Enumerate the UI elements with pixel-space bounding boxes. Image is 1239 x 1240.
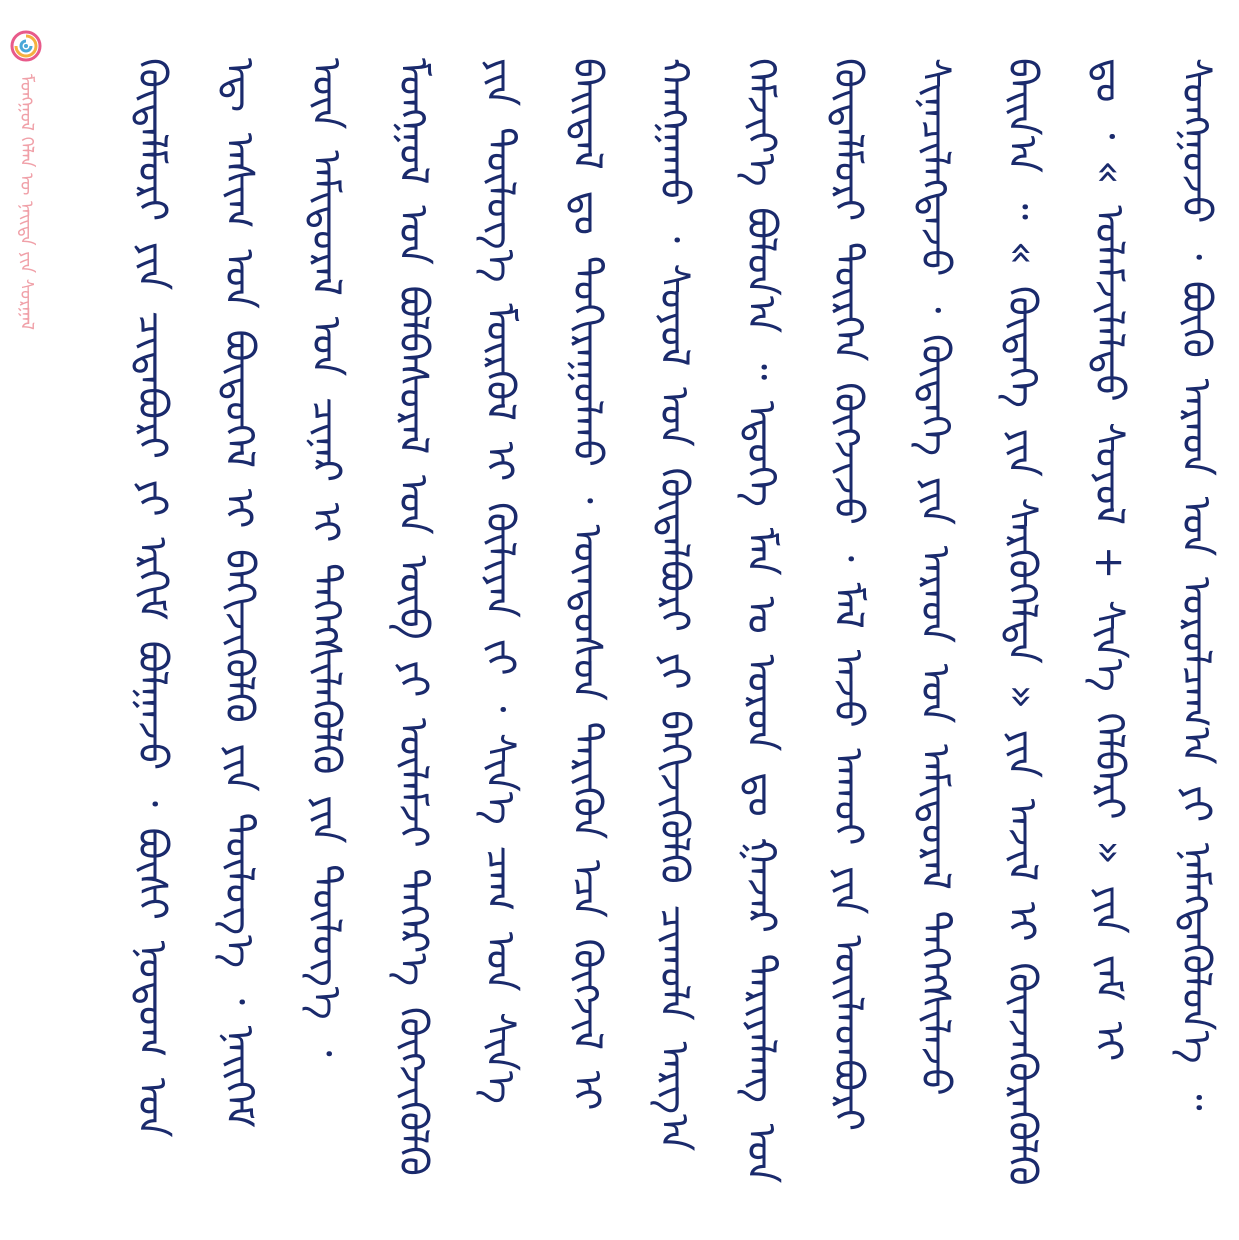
paragraph-2: ᠡᠳᠦᠭᠡ ᠮᠠᠨ ᠤ ᠣᠷᠣᠨ ᠳᠤ ᠭᠠᠵᠠᠷ ᠲᠠᠷᠢᠶᠠᠯᠠᠩ ᠤᠨ ᠬᠥᠳᠡᠯᠮᠦᠷᠢ ᠲᠦᠷᠭᠡᠨ ᠬᠥᠭᠵᠢᠵᠦ ᠂ ᠮᠠᠯ ᠠᠵᠤ ᠠᠬᠤᠢ ᠶᠢᠨ ᠦᠢᠯᠡᠳᠪᠦᠷᠢ ᠰᠢᠨᠡᠴᠢᠯᠡᠭᠳᠡᠵᠦ ᠂ ᠬᠥᠳᠡᠭᠡ ᠶᠢᠨ ᠠᠷᠠᠳ ᠤᠨ ᠠᠮᠢᠳᠤᠷᠠᠯ ᠳᠡᠭᠡᠭᠰᠢᠯᠡᠵᠦ ᠪᠠᠢᠨ᠎ᠠ ᠃: [738, 58, 1045, 1184]
mongolian-text-body: [108, 58, 1219, 1188]
paragraph-1: ᠬᠥᠳᠡᠯᠮᠦᠷᠢ ᠶᠢᠨ ᠴᠢᠳᠠᠪᠤᠷᠢ ᠶᠢ ᠡᠷᠬᠢᠮ ᠪᠣᠯᠭᠠᠵᠤ ᠂ ᠪᠦᠰᠢ ᠨᠤᠲᠤᠭ ᠤᠨ ᠡᠳ᠋ ᠠᠰᠢᠭ ᠤᠨ ᠪᠦᠲᠦᠭᠡᠯ ᠢ ᠪᠡᠬᠢᠵᠢᠭᠦᠯᠬᠦ ᠶᠢᠨ ᠲᠥᠯᠥᠭ᠎ᠡ ᠂ ᠨᠡᠢᠭᠡᠮ ᠦᠨ ᠠᠮᠢᠳᠤᠷᠠᠯ ᠤᠨ ᠴᠢᠨᠠᠷ ᠢ ᠳᠡᠭᠡᠭᠰᠢᠯᠡᠭᠦᠯᠬᠦ ᠶᠢᠨ ᠲᠥᠯᠥᠭ᠎ᠡ ᠂ ᠮᠣᠩᠭᠣᠯ ᠤᠨ ᠪᠣᠯᠪᠠᠰᠤᠷᠠᠯ ᠤᠨ ᠥᠪ ᠶᠢ ᠦᠯᠡᠮᠵᠢ ᠳᠡᠭᠡᠷ᠎ᠡ ᠬᠥᠭᠵᠢᠭᠦᠯᠬᠦ ᠶᠢᠨ ᠲᠥᠯᠥᠭ᠎ᠡ ᠮᠥᠷᠭᠦᠯ ᠢ ᠬᠦᠯᠢᠶᠡᠨ ᠵᠢ ᠂ ᠰᠢᠨ᠎ᠡ ᠴᠠᠭ ᠤᠨ ᠰᠢᠨ᠎ᠡ ᠪᠠᠢᠳᠠᠯ ᠳᠤ ᠲᠣᠬᠢᠷᠠᠭᠤᠯᠬᠤ ᠂ ᠦᠨᠳᠦᠰᠦᠨ ᠲᠡᠷᠢᠭᠦᠨ ᠡᠴᠡ ᠬᠥᠭᠵᠢᠯ ᠢ ᠬᠠᠩᠭᠠᠬᠤ ᠂ ᠰᠣᠶᠣᠯ ᠤᠨ ᠬᠥᠲᠡᠯᠪᠦᠷᠢ ᠶᠢ ᠪᠡᠬᠢᠵᠢᠭᠦᠯᠬᠦ ᠴᠢᠬᠤᠯᠠ ᠠᠷᠭ᠎ᠠ ᠬᠡᠮᠵᠢᠶ᠎ᠡ ᠪᠣᠯᠤᠨ᠎ᠠ ᠃: [129, 58, 784, 1176]
swirl-logo-icon: [10, 30, 42, 62]
publisher-logo: [10, 30, 42, 420]
paragraph-3: « ᠬᠥᠳᠡᠭᠡ ᠶᠢᠨ ᠰᠡᠷᠭᠦᠭᠡᠯᠲᠡ » ᠶᠢᠨ ᠠᠵᠢᠯ ᠢ ᠭᠦᠨᠵᠡᠭᠦᠷᠡᠭᠦᠯᠬᠦ ᠳᠤ ᠂ « ᠤᠯᠠᠮᠵᠢᠯᠠᠯᠲᠤ ᠰᠣᠶᠣᠯ + ᠰᠢᠨ᠎ᠡ ᠬᠡᠯᠪᠡᠷᠢ » ᠶᠢᠨ ᠵᠠᠮ ᠢ ᠰᠣᠩᠭᠣᠵᠤ ᠂ ᠪᠦᠬᠦ ᠠᠷᠠᠳ ᠤᠨ ᠣᠷᠣᠯᠴᠠᠭ᠎ᠠ ᠶᠢ ᠨᠡᠮᠡᠭᠳᠡᠭᠦᠯᠦᠨ᠎ᠡ ᠃: [999, 58, 1219, 1186]
logo-text: ᠮᠣᠩᠭᠣᠯ ᠬᠡᠯᠡᠨ ᠦ ᠨᠡᠢᠲᠡ ᠶᠢᠨ ᠰᠤᠷᠭᠠᠯ: [16, 74, 37, 331]
